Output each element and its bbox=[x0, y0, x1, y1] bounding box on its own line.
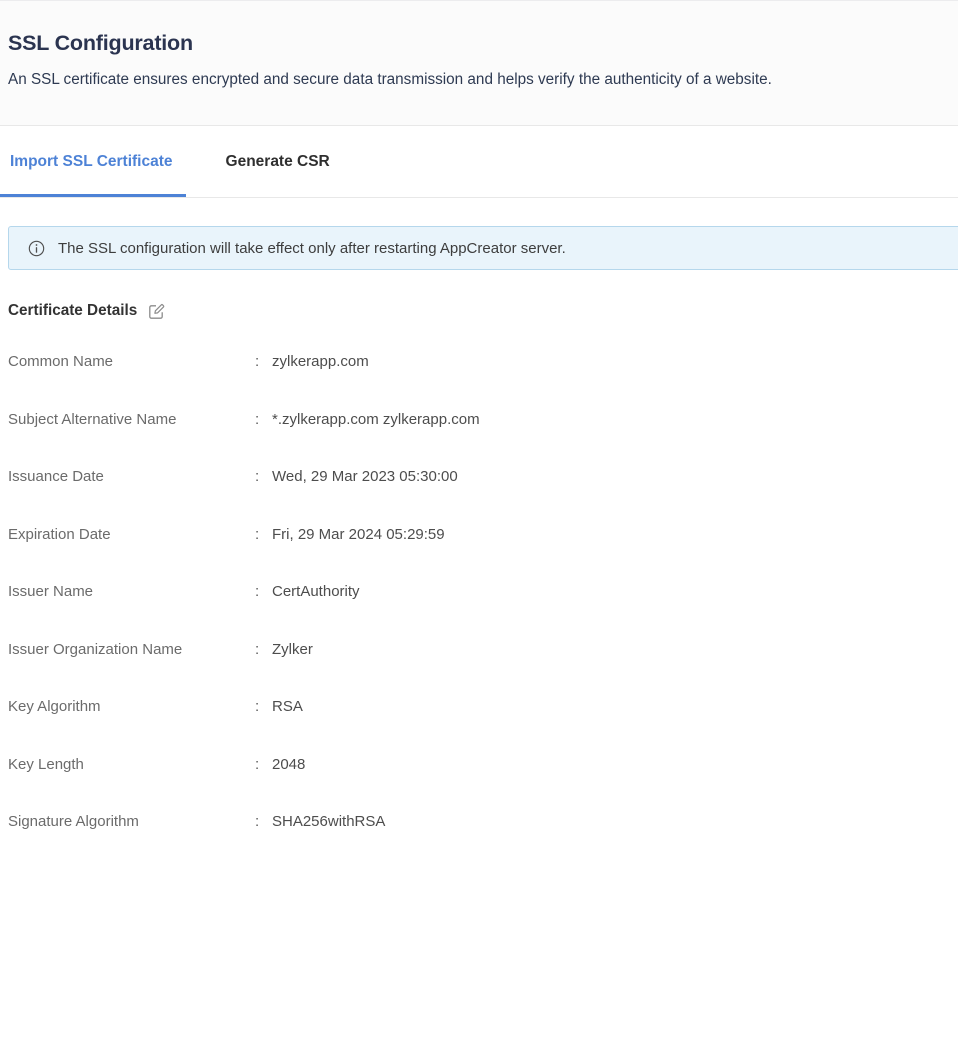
edit-icon bbox=[148, 302, 166, 320]
tab-generate-csr[interactable]: Generate CSR bbox=[225, 152, 330, 170]
field-separator: : bbox=[255, 640, 260, 658]
field-label: Signature Algorithm bbox=[8, 813, 139, 830]
detail-row-signature-algorithm bbox=[8, 810, 958, 833]
field-label: Issuance Date bbox=[8, 468, 104, 485]
field-value: 2048 bbox=[272, 755, 306, 773]
field-label: Key Length bbox=[8, 755, 84, 773]
field-separator: : bbox=[255, 698, 260, 715]
field-separator: : bbox=[255, 583, 260, 600]
field-value: Wed, 29 Mar 2023 05:30:00 bbox=[272, 468, 458, 485]
detail-row-key-algorithm bbox=[8, 695, 958, 718]
detail-row-issuance-date bbox=[8, 465, 958, 488]
tab-import-ssl-certificate[interactable]: Import SSL Certificate bbox=[0, 126, 186, 197]
field-value: SHA256withRSA bbox=[272, 813, 386, 830]
banner-text: The SSL configuration will take effect only after restarting AppCreator server. bbox=[58, 239, 566, 257]
detail-row-key-length bbox=[8, 753, 958, 776]
detail-row-subject-alternative-name bbox=[8, 408, 958, 431]
detail-row-common-name bbox=[8, 350, 958, 373]
field-value: Fri, 29 Mar 2024 05:29:59 bbox=[272, 525, 445, 543]
field-value: Zylker bbox=[272, 640, 313, 658]
page-title: SSL Configuration bbox=[8, 31, 193, 55]
page-header bbox=[0, 0, 958, 126]
field-label: Expiration Date bbox=[8, 525, 111, 543]
field-separator: : bbox=[255, 755, 260, 773]
field-label: Key Algorithm bbox=[8, 698, 101, 715]
certificate-details-header bbox=[8, 302, 958, 320]
field-label: Subject Alternative Name bbox=[8, 410, 177, 428]
field-value: CertAuthority bbox=[272, 583, 360, 600]
field-value: *.zylkerapp.com zylkerapp.com bbox=[272, 410, 480, 428]
certificate-details-list bbox=[0, 350, 958, 833]
detail-row-issuer-organization-name bbox=[8, 638, 958, 661]
edit-certificate-button[interactable] bbox=[148, 302, 166, 320]
page-subtitle: An SSL certificate ensures encrypted and secure data transmission and helps verify the authenticity of a website. bbox=[8, 71, 772, 88]
info-icon bbox=[28, 240, 45, 257]
tab-bar bbox=[0, 126, 958, 198]
detail-row-issuer-name bbox=[8, 580, 958, 603]
certificate-details-title: Certificate Details bbox=[8, 302, 138, 319]
field-separator: : bbox=[255, 468, 260, 485]
field-label: Issuer Name bbox=[8, 583, 94, 600]
field-label: Common Name bbox=[8, 353, 114, 370]
field-value: zylkerapp.com bbox=[272, 353, 369, 370]
field-separator: : bbox=[255, 525, 260, 543]
field-label: Issuer Organization Name bbox=[8, 640, 183, 658]
field-separator: : bbox=[255, 813, 260, 830]
field-separator: : bbox=[255, 410, 260, 428]
restart-info-banner bbox=[8, 226, 958, 270]
field-separator: : bbox=[255, 353, 260, 370]
field-value: RSA bbox=[272, 698, 303, 715]
detail-row-expiration-date bbox=[8, 523, 958, 546]
